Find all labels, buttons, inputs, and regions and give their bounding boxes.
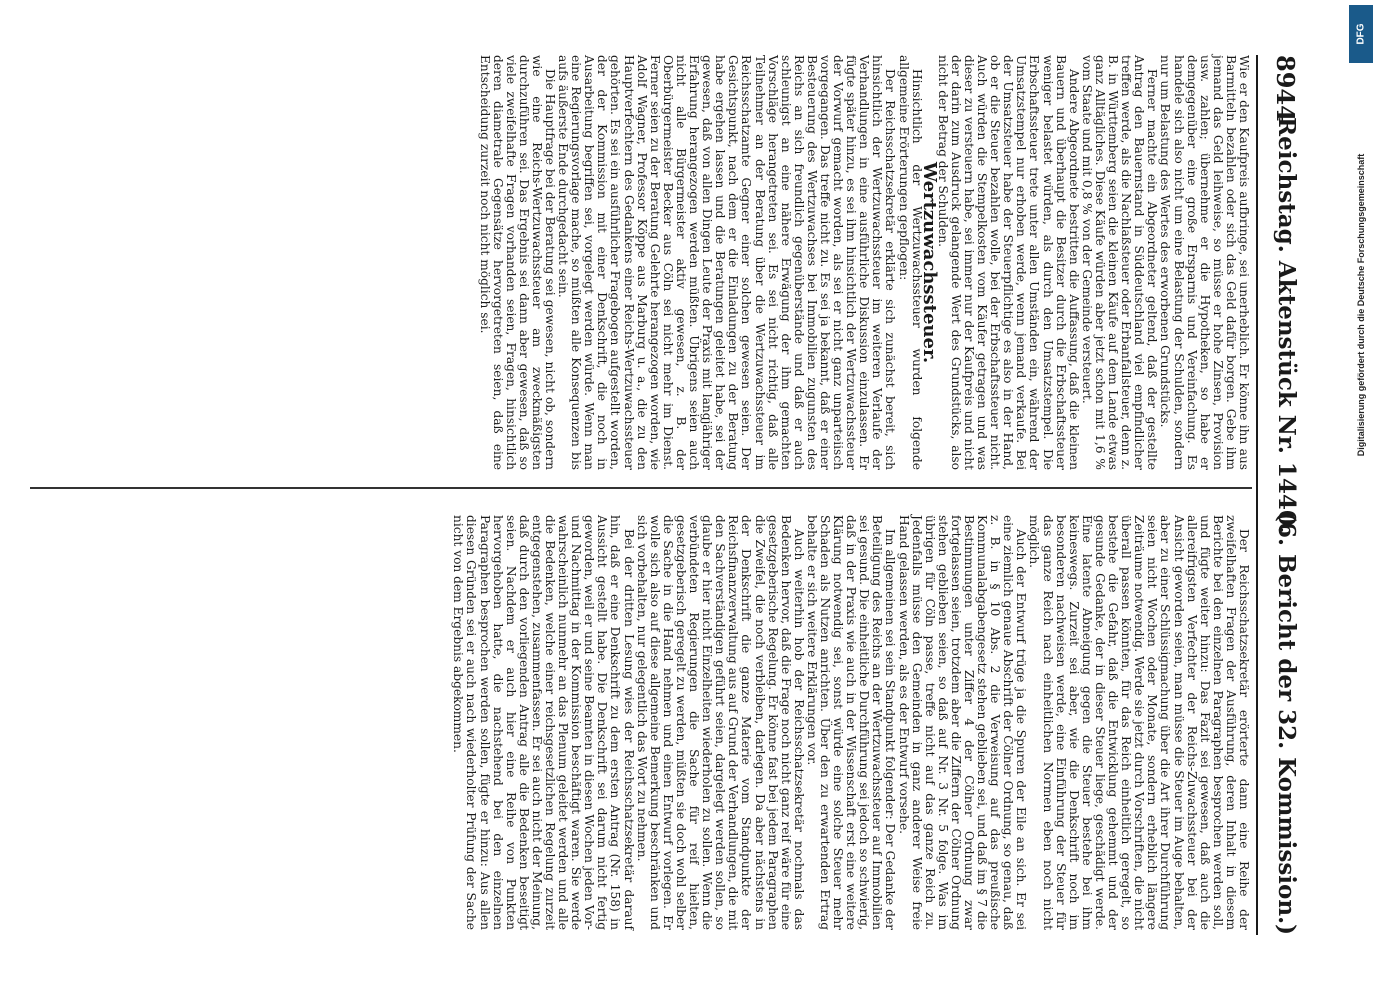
header-right-title: (6. Bericht der 32. Kommission.) (1273, 511, 1300, 935)
section-heading: Wertzuwachssteuer. (918, 161, 940, 364)
left-column (477, 55, 1250, 470)
paragraph: Bei der dritten Lesung wies der Reichsschatzsekretär darauf hin, daß er eine Denkschrift zu dem ersten Antrag (Nr. 158) in Aussicht gestellt habe. Die Denkschrift sei darum nicht fertig geworden, weil er und seine Beamten in diesen Wochen jeden Vor- und Nachmittag in der Kommission beschäftigt waren. Sie werde wahrscheinlich nunmehr an das Plenum geleitet werden und alle die Bedenken, welche einer reichsgesetzlichen Regelung zurzeit entgegenstehen, zusammenfassen. Er sei auch nicht der Meinung, daß durch den vorliegenden Antrag alle die Bedenken beseitigt seien. Nachdem er auch hier eine Reihe von Punkten hervorgehoben hatte, die nachstehend bei den einzelnen Paragraphen besprochen werden sollen, fügte er hinzu: Aus allen diesen Gründen sei er auch nach wiederholter Prüfung der Sache nicht von dem Ergebnis abgekommen. (451, 515, 636, 930)
paragraph: Auch der Entwurf trüge ja die Spuren der Eile an sich. Er sei eine ziemlich genaue Abschrift der Cölner Ordnung, so genau, daß z. B. in § 10 Abs. 2 die Verweisung auf das preußische Kommunalabgabengesetz stehen geblieben sei, und daß im § 7 die Bestimmungen unter Ziffer 4 der Cölner Ordnung zwar fortgelassen seien, trotzdem aber die Ziffern der Cölner Ordnung stehen geblieben seien, so daß auf Nr. 3 Nr. 5 folge. Was im übrigen für Cöln passe, treffe nicht auf das ganze Reich zu. Jedenfalls müsse den Gemeinden in ganz anderer Weise freie Hand gelassen werden, als es der Entwurf vorsehe. (896, 515, 1029, 930)
page-number: 8944 (1271, 55, 1300, 122)
paragraph: Auch weiterhin hob der Reichsschatzsekretär nochmals das Bedenken hervor, daß die Frage noch nicht ganz reif wäre für eine gesetzgeberische Regelung. Er könne fast bei jedem Paragraphen die Zweifel, die noch verbleiben, darlegen. Da aber nächstens in der Denkschrift die ganze Materie vom Standpunkte der Reichsfinanzverwaltung aus auf Grund der Verhandlungen, die mit den Sachverständigen geführt seien, dargelegt werden sollen, so glaube er hier nicht Einzelheiten wiederholen zu sollen. Wenn die verbündeten Regierungen die Sache für reif hielten, gesetzgeberisch geregelt zu werden, müßten sie doch wohl selber die Sache in die Hand nehmen und einen Entwurf vorlegen. Er wolle sich also auf diese allgemeine Bemerkung beschränken und sich vorbehalten, nur gelegentlich das Wort zu nehmen. (634, 515, 806, 930)
right-column (451, 515, 1250, 930)
paragraph: Ferner machte ein Abgeordneter geltend, daß der gestellte Antrag den Bauernstand in Süddeutschland viel empfindlicher treffen werde, als die Nachlaßsteuer oder Erbanfallsteuer, denn z. B. in Württemberg seien die kleinen Käufe auf dem Lande etwas ganz Alltägliches. Diese Käufe würden aber jetzt schon mit 1,6 % vom Staate und mit 0,8 % von der Gemeinde versteuert. (1079, 55, 1160, 470)
dfg-logo (1349, 5, 1373, 63)
paragraph: Wie er den Kaufpreis aufbringe, sei unerheblich. Er könne ihn aus Barmitteln bezahlen oder sich das Geld dafür borgen. Gebe ihm jemand das Geld leihweise, so müsse er hohe Zinsen, Provision usw. zahlen; übernehme er die Hypotheken, so habe er demgegenüber eine große Ersparnis und Vereinfachung. Es handele sich also nicht um eine Belastung der Schulden, sondern nur um Belastung des Wertes des erworbenen Grundstücks. (1158, 55, 1251, 470)
paragraph: Der Reichsschatzsekretär erörterte dann eine Reihe der zweifelhaften Fragen der Ausführung, deren Inhalt in diesem Berichte bei den einzelnen Paragraphen besprochen werden soll, und fügte weiter hinzu: Das Fazit sei gewesen, daß auch die allereifrigsten Verfechter der Reichs-Zuwachssteuer bei der Ansicht geworden seien, man müsse die Steuer im Auge behalten, aber zu einer Schlüssigmachung über die Art ihrer Durchführung seien nicht Wochen oder Monate, sondern erheblich längere Zeiträume notwendig. Werde sie jetzt durch Vorschriften, die nicht überall passen könnten, für das Reich einheitlich geregelt, so bestehe die Gefahr, daß die Entwicklung gehemmt und der gesunde Gedanke, der in dieser Steuer liege, geschädigt werde. Eine latente Abneigung gegen die Steuer bestehe bei ihm keineswegs. Zurzeit sei aber, wie die Denkschrift noch im besonderen nachweisen werde, eine Einführung der Steuer für das ganze Reich nach einheitlichen Normen eben noch nicht möglich. (1027, 515, 1251, 930)
paragraph: Im allgemeinen sei sein Standpunkt folgender: Der Gedanke der Beteiligung des Reichs an der Wertzuwachssteuer auf Immobilien sei gesund. Die einheitliche Durchführung sei jedoch so schwierig, daß in der Praxis wie auch in der Wissenschaft erst eine weitere Klärung notwendig sei, sonst würde eine solche Steuer mehr Schaden als Nutzen anrichten. Über den zu erwartenden Ertrag behalte er sich weitere Erklärungen vor. (804, 515, 898, 930)
column-divider (30, 487, 1252, 489)
digitization-sidebar (1349, 5, 1373, 995)
digitization-credit: Digitalisierung gefördert durch die Deutsche Forschungsgemeinschaft (1356, 153, 1366, 457)
paragraph: Hinsichtlich der Wertzuwachssteuer wurden folgende allgemeine Erörterungen gepflogen: (896, 55, 924, 470)
page-header (1256, 55, 1308, 935)
header-left-title: Reichstag. Aktenstück Nr. 1440. (1273, 117, 1300, 534)
paragraph: Die Hauptfrage bei der Beratung sei gewesen, nicht ob, sondern wie eine Reichs-Wertzuwachssteuer am zweckmäßigsten durchzuführen sei. Das Ergebnis sei dann aber gewesen, daß so viele zweifelhafte Fragen vorhanden seien, Fragen, hinsichtlich deren diametrale Gegensätze hervorgetreten seien, daß eine Entscheidung zurzeit noch nicht möglich sei. (477, 55, 558, 470)
dfg-logo-text: DFG (1355, 23, 1367, 45)
paragraph: Der Reichsschatzsekretär erklärte sich zunächst bereit, sich hinsichtlich der Wertzuwachssteuer im weiteren Verlaufe der Verhandlungen in eine ausführliche Diskussion einzulassen. Er fügte später hinzu, es sei ihm hinsichtlich der Wertzuwachssteuer der Vorwurf gemacht worden, als sei er nicht ganz unparteiisch vorgegangen. Das treffe nicht zu. Es sei ja bekannt, daß er einer Besteuerung des Wertzuwachses bei Immobilien zugunsten des Reichs an sich freundlich gegenüberstände und daß er auch schleunigst an eine nähere Erwägung der ihm gemachten Vorschläge herangetreten sei. Es sei nicht richtig, daß alle Teilnehmer an der Beratung über die Wertzuwachssteuer im Reichsschatzamte Gegner einer solchen gewesen seien. Der Gesichtspunkt, nach dem er die Einladungen zu der Beratung habe ergehen lassen und die Beratungen geleitet habe, sei der gewesen, daß von allen Dingen Leute der Praxis mit langjähriger Erfahrung herangezogen werden müßten. Übrigens seien auch nicht alle Bürgermeister aktiv gewesen, z. B. der Oberbürgermeister Becker aus Cöln sei nicht mehr im Dienst. Ferner seien zu der Beratung Gelehrte herangezogen worden, wie Adolf Wagner, Professor Köppe aus Marburg u. a., die zu den Hauptverfechtern des Gedankens einer Reichs-Wertzuwachssteuer gehörten. Es sei ein ausführlicher Fragebogen aufgestellt worden, der der Kommission mit einer Denkschrift, die noch in Ausarbeitung begriffen sei, vorgelegt werden würde. Wenn man eine Regierungsvorlage mache, so müßten alle Konsequenzen bis aufs äußerste Ende durchgedacht sein. (556, 55, 898, 470)
paragraph: Andere Abgeordnete bestritten die Auffassung, daß die kleinen Bauern und überhaupt die Besitzer durch die Erbschaftssteuer weniger belastet würden, als durch den Umsatzstempel. Die Erbschaftssteuer trete unter allen Umständen ein, während der Umsatzstempel nur erhoben werde, wenn jemand verkaufe. Bei der Umsatzsteuer habe der Steuerpflichtige es also in der Hand, ob er die Steuer bezahlen wolle, bei der Erbschaftssteuer nicht. Auch würden die Stempelkosten vom Käufer getragen und was dieser zu versteuern habe, sei immer nur der Kaufpreis und nicht der darin zum Ausdruck gelangende Wert des Grundstücks, also nicht der Betrag der Schulden. (935, 55, 1081, 470)
